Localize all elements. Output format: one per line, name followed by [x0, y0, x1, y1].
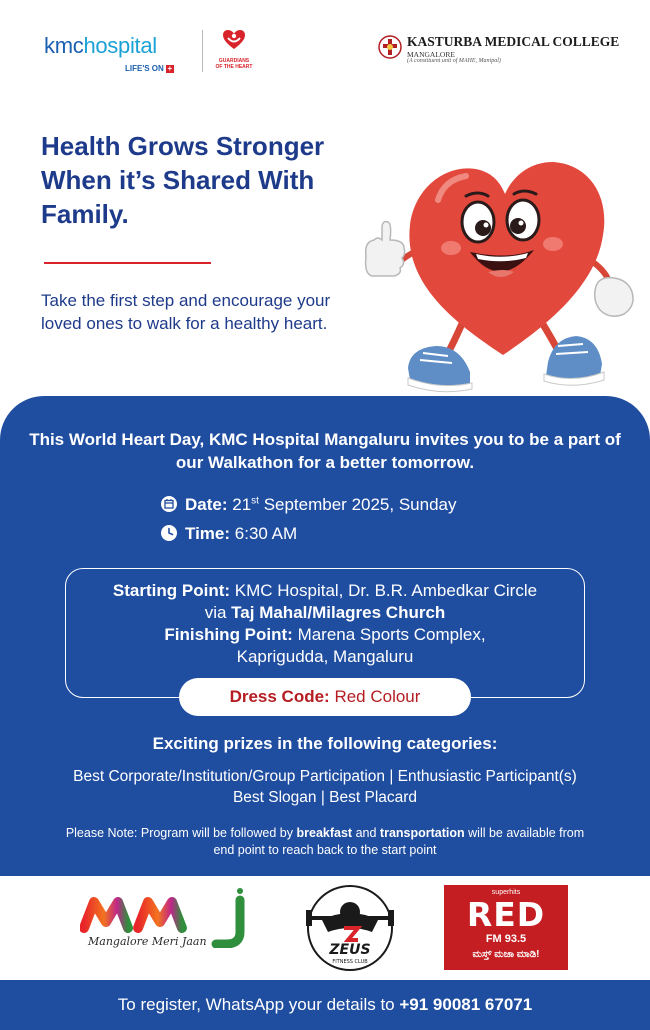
starting-point: [65, 580, 585, 602]
red-fm-frequency: FM 93.5: [485, 933, 527, 945]
date-suffix: st: [251, 495, 259, 507]
time-value: 6:30 AM: [234, 524, 298, 543]
via-prefix: via: [204, 603, 227, 622]
red-fm-logo: [444, 885, 568, 970]
subheadline: Take the first step and encourage your loved ones to walk for a healthy heart.: [41, 291, 331, 333]
starting-point-label: Starting Point:: [112, 581, 231, 600]
red-fm-tagline: ಮಸ್ತ್ ಮಜಾ ಮಾಡಿ!: [472, 949, 540, 960]
date-day: 21: [232, 495, 252, 514]
college-crest-icon: [378, 32, 402, 62]
kmc-logo-brand-b: hospital: [83, 33, 157, 58]
mmj-caption: Mangalore Meri Jaan: [88, 935, 207, 948]
zeus-name: ZEUS: [329, 942, 371, 958]
prize-categories: [20, 766, 630, 808]
time-row: [161, 524, 297, 544]
kasturba-medical-college-logo: [378, 32, 620, 67]
calendar-icon: [161, 496, 177, 512]
whatsapp-number[interactable]: +91 90081 67071: [399, 995, 533, 1014]
kmc-hospital-logo: [44, 33, 173, 73]
finishing-point-label: Finishing Point:: [164, 625, 293, 644]
finishing-point-value: Marena Sports Complex,: [297, 625, 486, 644]
prize-categories-line1: Best Corporate/Institution/Group Participation | Enthusiastic Participant(s): [73, 768, 577, 785]
zeus-subtitle: FITNESS CLUB: [332, 959, 368, 965]
dress-code-value: Red Colour: [334, 687, 421, 706]
via-route: [65, 602, 585, 624]
headline: Health Grows Stronger When it’s Shared With Family.: [41, 131, 325, 229]
note-breakfast: breakfast: [296, 826, 353, 840]
time-label: Time:: [185, 524, 231, 543]
finishing-point-location: Kaprigudda, Mangaluru: [236, 647, 414, 666]
date-value: September 2025, Sunday: [263, 495, 457, 514]
program-note: Please Note: Program will be followed by breakfast and transportation will be available from end point to reach back to the start point: [65, 826, 585, 857]
invite-text: This World Heart Day, KMC Hospital Mangaluru invites you to be a part of our Walkathon for a better tomorrow.: [29, 430, 621, 472]
date-label: Date:: [185, 495, 228, 514]
via-value: Taj Mahal/Milagres Church: [231, 603, 446, 622]
headline-divider: [44, 262, 211, 264]
zeus-fitness-club-logo: [300, 884, 400, 972]
heart-hands-icon: [221, 28, 247, 52]
dress-code-label: Dress Code:: [229, 687, 330, 706]
clock-icon: [161, 525, 177, 541]
college-note: (A constituent unit of MAHE, Manipal): [407, 58, 501, 64]
red-fm-wordmark: RED: [466, 895, 546, 934]
kmc-logo-tagline: LIFE'S ON +: [125, 63, 173, 73]
guardians-of-the-heart-logo: [213, 28, 255, 70]
guardians-logo-line1: GUARDIANS: [218, 58, 250, 64]
date-row: [161, 495, 457, 515]
college-city: MANGALORE: [407, 50, 455, 59]
registration-text: To register, WhatsApp your details to: [117, 995, 395, 1014]
plus-icon: +: [167, 63, 173, 73]
logo-divider: [202, 30, 203, 72]
kmc-logo-brand-a: kmc: [44, 33, 84, 58]
prizes-title: Exciting prizes in the following categories:: [152, 734, 498, 753]
prize-categories-line2: Best Slogan | Best Placard: [232, 789, 418, 806]
registration-footer: [0, 980, 650, 1030]
red-fm-top: superhits: [491, 889, 521, 896]
venue-details: [65, 580, 585, 668]
starting-point-value: KMC Hospital, Dr. B.R. Ambedkar Circle: [234, 581, 538, 600]
note-transportation: transportation: [379, 826, 465, 840]
guardians-logo-line2: OF THE HEART: [215, 64, 253, 70]
walking-heart-mascot-illustration: [348, 140, 648, 410]
dress-code-badge: [179, 678, 471, 716]
college-name: KASTURBA MEDICAL COLLEGE: [407, 34, 620, 49]
finishing-point: [65, 624, 585, 646]
